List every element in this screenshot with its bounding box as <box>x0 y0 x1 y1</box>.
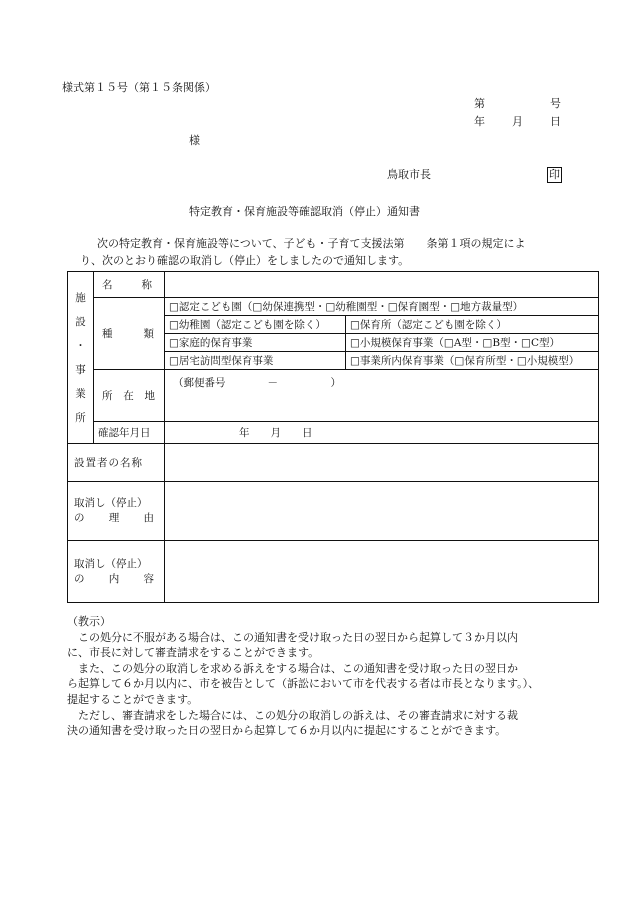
row-confirm-date <box>68 422 599 444</box>
type-option-katei[interactable]: □家庭的保育事業 <box>165 334 346 352</box>
date-month-label: 月 <box>512 115 523 128</box>
reason-label: 取消し（停止） の 理 由 <box>68 482 165 541</box>
notes-paragraph-1a: この処分に不服がある場合は、この通知書を受け取った日の翌日から起算して３か月以内 <box>78 630 518 644</box>
document-title: 特定教育・保育施設等確認取消（停止）通知書 <box>189 205 420 218</box>
notes-heading: （教示） <box>67 615 111 628</box>
address-field[interactable] <box>165 370 599 422</box>
type-option-jigyoshonai[interactable]: □事業所内保育事業（□保育所型・□小規模型） <box>346 352 599 370</box>
row-reason <box>68 482 599 541</box>
notes-paragraph-2a: また、この処分の取消しを求める訴えをする場合は、この通知書を受け取った日の翌日か <box>78 661 518 675</box>
intro-line-1: 次の特定教育・保育施設等について、子ども・子育て支援法第 条第１項の規定によ <box>97 237 526 250</box>
issuer-name: 鳥取市長 <box>387 168 431 181</box>
date-year-label: 年 <box>474 115 485 128</box>
number-label-go: 号 <box>550 97 561 110</box>
form-number: 様式第１５号（第１５条関係） <box>62 81 216 94</box>
notes-paragraph-3a: ただし、審査請求をした場合には、この処分の取消しの訴えは、その審査請求に対する裁 <box>78 708 518 722</box>
row-founder <box>68 444 599 482</box>
intro-line-2: り、次のとおり確認の取消し（停止）をしましたので通知します。 <box>80 254 410 267</box>
address-label: 所 在 地 <box>94 370 165 422</box>
confirm-date-label: 確認年月日 <box>94 422 165 444</box>
notes-paragraph-2c: 提起することができます。 <box>67 692 199 706</box>
notes-paragraph-1b: に、市長に対して審査請求をすることができます。 <box>67 646 320 660</box>
seal-mark: 印 <box>549 168 560 181</box>
instruction-notes <box>67 614 602 739</box>
reason-field[interactable] <box>165 482 599 541</box>
date-day-label: 日 <box>550 115 561 128</box>
row-name <box>68 272 599 298</box>
type-option-youchien[interactable]: □幼稚園（認定こども園を除く） <box>165 316 346 334</box>
addressee-sama: 様 <box>189 134 200 147</box>
type-option-shoukibo[interactable]: □小規模保育事業（□A型・□B型・□C型） <box>346 334 599 352</box>
facility-section-label: 施 設 ・ 事 業 所 <box>68 272 94 444</box>
row-address <box>68 370 599 422</box>
name-field[interactable] <box>165 272 599 298</box>
type-option-kyotaku[interactable]: □居宅訪問型保育事業 <box>165 352 346 370</box>
type-label: 種 類 <box>94 298 165 370</box>
row-content <box>68 541 599 603</box>
type-option-hoikusho[interactable]: □保育所（認定こども園を除く） <box>346 316 599 334</box>
row-type-1 <box>68 298 599 316</box>
content-field[interactable] <box>165 541 599 603</box>
type-option-kodomoen[interactable]: □認定こども園（□幼保連携型・□幼稚園型・□保育園型・□地方裁量型） <box>165 298 599 316</box>
name-label: 名 称 <box>94 272 165 298</box>
postal-code-field[interactable]: （郵便番号 － ） <box>173 377 341 389</box>
founder-name-label: 設置者の名称 <box>68 444 165 482</box>
confirm-date-field[interactable]: 年 月 日 <box>165 422 599 444</box>
content-label: 取消し（停止） の 内 容 <box>68 541 165 603</box>
founder-name-field[interactable] <box>165 444 599 482</box>
cancellation-form-table <box>67 271 599 603</box>
notes-paragraph-2b: ら起算して６か月以内に、市を被告として（訴訟において市を代表する者は市長となります。）、 <box>67 677 540 691</box>
number-label-dai: 第 <box>474 97 485 110</box>
notes-paragraph-3b: 決の通知書を受け取った日の翌日から起算して６か月以内に提起にすることができます。 <box>67 724 507 738</box>
